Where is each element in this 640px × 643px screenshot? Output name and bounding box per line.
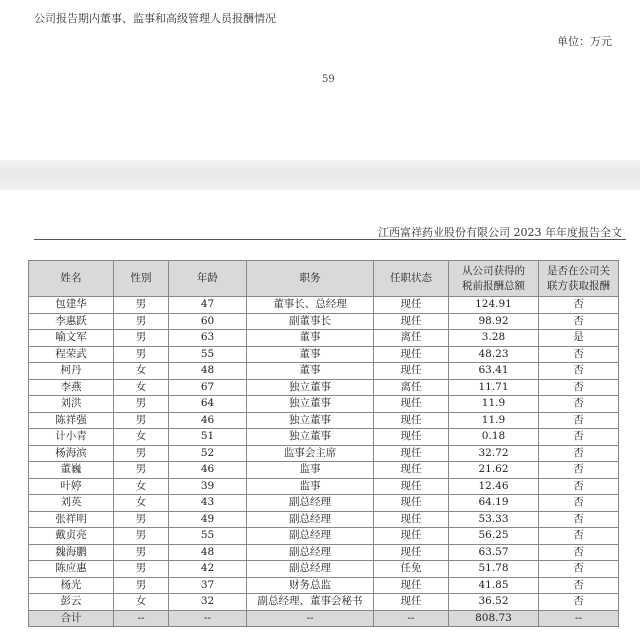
cell-status: 现任	[374, 396, 449, 413]
cell-position: 副总经理	[247, 495, 374, 512]
cell-status: 现任	[374, 594, 449, 611]
cell-name: 刘英	[29, 495, 114, 512]
cell-pay: 11.71	[449, 379, 539, 396]
cell-pay: 53.33	[449, 511, 539, 528]
col-header-status: 任职状态	[374, 261, 449, 297]
cell-position: 独立董事	[247, 429, 374, 446]
total-cell-name: 合计	[29, 610, 114, 627]
cell-pay: 41.85	[449, 577, 539, 594]
cell-age: 52	[169, 445, 247, 462]
cell-pay: 21.62	[449, 462, 539, 479]
cell-gender: 女	[114, 594, 169, 611]
cell-position: 财务总监	[247, 577, 374, 594]
cell-age: 55	[169, 346, 247, 363]
table-row	[29, 544, 619, 561]
cell-related: 否	[539, 412, 619, 429]
col-header-gender: 性别	[114, 261, 169, 297]
cell-position: 副总经理	[247, 511, 374, 528]
cell-status: 现任	[374, 495, 449, 512]
cell-related: 是	[539, 330, 619, 347]
table-row	[29, 445, 619, 462]
cell-age: 63	[169, 330, 247, 347]
page-separator	[0, 160, 640, 190]
cell-pay: 0.18	[449, 429, 539, 446]
cell-related: 否	[539, 495, 619, 512]
page-number: 59	[322, 74, 335, 85]
cell-pay: 64.19	[449, 495, 539, 512]
cell-related: 否	[539, 363, 619, 380]
cell-name: 陈祥强	[29, 412, 114, 429]
cell-name: 董巍	[29, 462, 114, 479]
cell-age: 51	[169, 429, 247, 446]
cell-status: 离任	[374, 379, 449, 396]
cell-age: 43	[169, 495, 247, 512]
cell-gender: 男	[114, 396, 169, 413]
cell-position: 副董事长	[247, 313, 374, 330]
col-header-name: 姓名	[29, 261, 114, 297]
unit-label: 单位：万元	[557, 35, 612, 48]
cell-related: 否	[539, 313, 619, 330]
cell-related: 否	[539, 379, 619, 396]
cell-pay: 124.91	[449, 297, 539, 314]
cell-related: 否	[539, 297, 619, 314]
cell-gender: 男	[114, 445, 169, 462]
cell-pay: 51.78	[449, 561, 539, 578]
cell-status: 现任	[374, 462, 449, 479]
cell-age: 67	[169, 379, 247, 396]
cell-age: 46	[169, 412, 247, 429]
cell-position: 副总经理	[247, 528, 374, 545]
table-header-row	[29, 261, 619, 297]
cell-gender: 女	[114, 495, 169, 512]
cell-name: 柯丹	[29, 363, 114, 380]
table-row	[29, 561, 619, 578]
cell-related: 否	[539, 561, 619, 578]
cell-position: 副总经理、董事会秘书	[247, 594, 374, 611]
cell-status: 任免	[374, 561, 449, 578]
cell-gender: 女	[114, 363, 169, 380]
cell-position: 副总经理	[247, 561, 374, 578]
cell-status: 现任	[374, 429, 449, 446]
cell-age: 48	[169, 363, 247, 380]
cell-name: 计小青	[29, 429, 114, 446]
cell-gender: 男	[114, 511, 169, 528]
cell-pay: 63.57	[449, 544, 539, 561]
cell-age: 37	[169, 577, 247, 594]
report-header: 江西富祥药业股份有限公司 2023 年年度报告全文	[378, 226, 622, 239]
table-row	[29, 313, 619, 330]
table-row	[29, 396, 619, 413]
cell-status: 现任	[374, 412, 449, 429]
cell-related: 否	[539, 478, 619, 495]
cell-name: 刘洪	[29, 396, 114, 413]
cell-related: 否	[539, 396, 619, 413]
cell-pay: 48.23	[449, 346, 539, 363]
remuneration-table	[28, 260, 619, 627]
cell-position: 董事	[247, 363, 374, 380]
cell-status: 离任	[374, 330, 449, 347]
total-cell-gender: --	[114, 610, 169, 627]
cell-gender: 男	[114, 313, 169, 330]
cell-status: 现任	[374, 346, 449, 363]
table-row	[29, 462, 619, 479]
total-cell-age: --	[169, 610, 247, 627]
col-header-pay: 从公司获得的 税前报酬总额	[449, 261, 539, 297]
cell-pay: 56.25	[449, 528, 539, 545]
cell-related: 否	[539, 429, 619, 446]
cell-position: 监事	[247, 462, 374, 479]
table-row	[29, 478, 619, 495]
cell-position: 独立董事	[247, 412, 374, 429]
cell-gender: 男	[114, 297, 169, 314]
table-row	[29, 330, 619, 347]
cell-gender: 女	[114, 379, 169, 396]
cell-age: 42	[169, 561, 247, 578]
cell-name: 杨海滨	[29, 445, 114, 462]
cell-position: 独立董事	[247, 379, 374, 396]
total-cell-related: --	[539, 610, 619, 627]
cell-related: 否	[539, 594, 619, 611]
cell-position: 监事	[247, 478, 374, 495]
cell-age: 47	[169, 297, 247, 314]
cell-name: 包建华	[29, 297, 114, 314]
cell-pay: 63.41	[449, 363, 539, 380]
cell-pay: 11.9	[449, 412, 539, 429]
cell-status: 现任	[374, 478, 449, 495]
table-row	[29, 511, 619, 528]
col-header-position: 职务	[247, 261, 374, 297]
cell-gender: 男	[114, 330, 169, 347]
table-row	[29, 363, 619, 380]
cell-name: 喻文军	[29, 330, 114, 347]
cell-gender: 男	[114, 561, 169, 578]
cell-status: 现任	[374, 313, 449, 330]
cell-status: 现任	[374, 577, 449, 594]
cell-age: 55	[169, 528, 247, 545]
cell-gender: 男	[114, 346, 169, 363]
total-cell-pay: 808.73	[449, 610, 539, 627]
table-total-row	[29, 610, 619, 627]
cell-related: 否	[539, 544, 619, 561]
cell-gender: 男	[114, 577, 169, 594]
cell-pay: 36.52	[449, 594, 539, 611]
cell-name: 张祥明	[29, 511, 114, 528]
cell-status: 现任	[374, 445, 449, 462]
cell-status: 现任	[374, 511, 449, 528]
cell-position: 独立董事	[247, 396, 374, 413]
cell-gender: 女	[114, 429, 169, 446]
table-row	[29, 594, 619, 611]
table-row	[29, 297, 619, 314]
cell-position: 董事	[247, 346, 374, 363]
cell-status: 现任	[374, 544, 449, 561]
cell-name: 彭云	[29, 594, 114, 611]
table-row	[29, 495, 619, 512]
cell-gender: 男	[114, 412, 169, 429]
cell-name: 陈应惠	[29, 561, 114, 578]
cell-status: 现任	[374, 363, 449, 380]
cell-name: 叶婷	[29, 478, 114, 495]
cell-position: 董事	[247, 330, 374, 347]
table-row	[29, 577, 619, 594]
cell-position: 监事会主席	[247, 445, 374, 462]
cell-status: 现任	[374, 297, 449, 314]
total-cell-status: --	[374, 610, 449, 627]
cell-related: 否	[539, 445, 619, 462]
page-bottom	[0, 190, 640, 643]
cell-status: 现任	[374, 528, 449, 545]
cell-related: 否	[539, 462, 619, 479]
cell-age: 49	[169, 511, 247, 528]
table-row	[29, 346, 619, 363]
cell-name: 程荣武	[29, 346, 114, 363]
cell-related: 否	[539, 577, 619, 594]
cell-gender: 男	[114, 528, 169, 545]
table-row	[29, 412, 619, 429]
cell-gender: 男	[114, 462, 169, 479]
col-header-related: 是否在公司关 联方获取报酬	[539, 261, 619, 297]
cell-pay: 98.92	[449, 313, 539, 330]
cell-age: 48	[169, 544, 247, 561]
cell-pay: 3.28	[449, 330, 539, 347]
cell-position: 董事长、总经理	[247, 297, 374, 314]
section-title: 公司报告期内董事、监事和高级管理人员报酬情况	[34, 12, 276, 25]
cell-name: 戴贞亮	[29, 528, 114, 545]
cell-position: 副总经理	[247, 544, 374, 561]
table-row	[29, 429, 619, 446]
cell-related: 否	[539, 511, 619, 528]
col-header-age: 年龄	[169, 261, 247, 297]
cell-pay: 11.9	[449, 396, 539, 413]
header-rule	[34, 239, 626, 240]
cell-name: 杨光	[29, 577, 114, 594]
cell-pay: 32.72	[449, 445, 539, 462]
cell-related: 否	[539, 346, 619, 363]
table-row	[29, 528, 619, 545]
total-cell-position: --	[247, 610, 374, 627]
cell-related: 否	[539, 528, 619, 545]
cell-age: 46	[169, 462, 247, 479]
cell-gender: 女	[114, 478, 169, 495]
cell-age: 39	[169, 478, 247, 495]
page-top	[0, 0, 640, 160]
cell-gender: 男	[114, 544, 169, 561]
cell-name: 魏海鹏	[29, 544, 114, 561]
table-row	[29, 379, 619, 396]
cell-age: 32	[169, 594, 247, 611]
cell-age: 60	[169, 313, 247, 330]
cell-name: 李惠跃	[29, 313, 114, 330]
cell-pay: 12.46	[449, 478, 539, 495]
cell-age: 64	[169, 396, 247, 413]
cell-name: 李燕	[29, 379, 114, 396]
